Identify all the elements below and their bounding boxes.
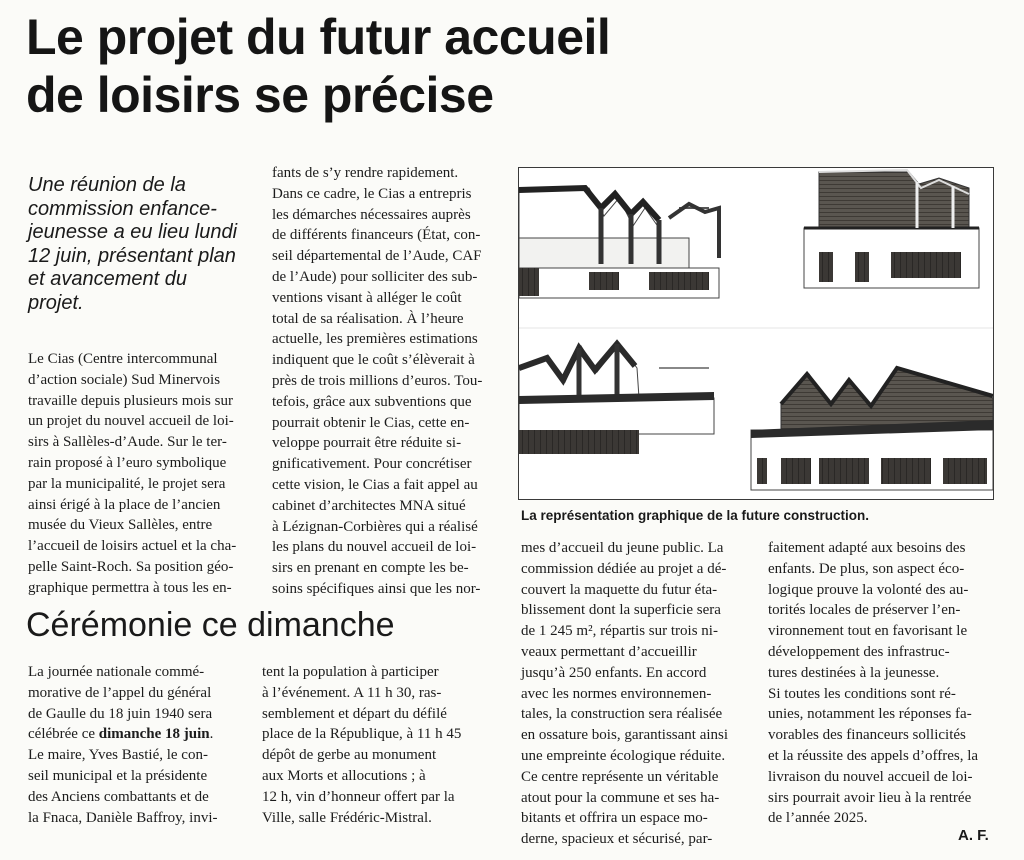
text-line: couvert la maquette du futur éta-: [521, 581, 718, 598]
sidebar-column-2: [262, 662, 496, 828]
text-line: semblement et départ du défilé: [262, 705, 447, 722]
text-line: d’action sociale) Sud Minervois: [28, 371, 221, 388]
text-line: tures destinées à la jeunesse.: [768, 664, 940, 681]
text-line: sirs à Sallèles-d’Aude. Sur le ter-: [28, 434, 227, 451]
text-line: de Gaulle du 18 juin 1940 sera: [28, 705, 213, 722]
text-line: tales, la construction sera réalisée: [521, 706, 723, 723]
text-line: les démarches nécessaires auprès: [272, 206, 471, 223]
text-line: de l’Aude) pour solliciter des sub-: [272, 268, 478, 285]
text-line: une empreinte écologique réduite.: [521, 747, 726, 764]
text-line: à Lézignan-Corbières qui a réalisé: [272, 518, 478, 535]
text-fragment: célébrée ce: [28, 726, 99, 743]
lede-line: commission enfance-: [28, 197, 217, 220]
lede-line: jeunesse a eu lieu lundi: [28, 221, 238, 243]
text-line: en ossature bois, garantissant ainsi: [521, 727, 729, 744]
text-line: travaille depuis plusieurs mois sur: [28, 392, 233, 409]
text-line: place de la République, à 11 h 45: [262, 726, 462, 743]
text-line: fants de s’y rendre rapidement.: [272, 165, 459, 181]
text-line: développement des infrastruc-: [768, 643, 950, 660]
text-line: mes d’accueil du jeune public. La: [521, 540, 724, 556]
text-line: [28, 724, 262, 745]
text-line: à l’événement. A 11 h 30, ras-: [262, 684, 442, 701]
text-line: soins spécifiques ainsi que les nor-: [272, 580, 481, 597]
text-line: musée du Vieux Sallèles, entre: [28, 517, 213, 534]
text-line: aux Morts et allocutions ; à: [262, 767, 426, 784]
author-signature: A. F.: [958, 827, 989, 844]
text-line: vorables des financeurs sollicités: [768, 727, 966, 744]
text-line: rain proposé à l’euro symbolique: [28, 454, 227, 471]
article-column-1: [28, 349, 262, 599]
text-line: morative de l’appel du général: [28, 684, 212, 701]
text-line: jusqu’à 250 enfants. En accord: [521, 664, 707, 681]
text-line: actuelle, les premières estimations: [272, 331, 478, 348]
figure-caption: La représentation graphique de la future construction.: [521, 508, 870, 523]
text-line: Dans ce cadre, le Cias a entrepris: [272, 185, 472, 202]
text-line: Le Cias (Centre intercommunal: [28, 351, 218, 367]
text-line: tefois, grâce aux subventions que: [272, 393, 472, 410]
text-line: Ville, salle Frédéric-Mistral.: [262, 809, 432, 826]
text-line: derne, spacieux et sécurisé, par-: [521, 831, 713, 848]
text-line: près de trois millions d’euros. Tou-: [272, 372, 483, 389]
rendering-view-2: [804, 170, 979, 288]
text-line: tent la population à participer: [262, 664, 439, 680]
text-line: la Fnaca, Danièle Baffroy, invi-: [28, 809, 218, 826]
text-line: l’accueil de loisirs actuel et la cha-: [28, 538, 237, 555]
text-line: et la réussite des appels d’offres, la: [768, 747, 979, 764]
text-line: un projet du nouvel accueil de loi-: [28, 413, 234, 430]
lede-line: 12 juin, présentant plan: [28, 244, 236, 267]
architectural-rendering-image: [518, 167, 994, 500]
headline: [26, 8, 1006, 124]
text-line: livraison du nouvel accueil de loi-: [768, 768, 973, 785]
lede: [28, 174, 238, 315]
text-line: faitement adapté aux besoins des: [768, 540, 966, 556]
text-line: vironnement tout en favorisant le: [768, 623, 968, 640]
text-line: Si toutes les conditions sont ré-: [768, 685, 956, 702]
text-fragment: .: [209, 726, 214, 743]
text-line: torités locales de préserver l’en-: [768, 602, 961, 619]
text-line: de l’année 2025.: [768, 810, 868, 827]
article-column-4: [768, 538, 998, 829]
text-line: ventions visant à alléger le coût: [272, 289, 462, 306]
text-line: seil municipal et la présidente: [28, 767, 208, 784]
text-line: gnificativement. Pour concrétiser: [272, 456, 472, 473]
bold-date: dimanche 18 juin: [98, 726, 210, 743]
lede-line: et avancement du: [28, 268, 187, 290]
text-line: veaux permettant d’accueillir: [521, 643, 697, 660]
text-line: indiquent que le coût s’élèverait à: [272, 352, 475, 369]
headline-line: Le projet du futur accueil: [26, 9, 611, 65]
text-line: Le maire, Yves Bastié, le con-: [28, 747, 208, 764]
text-line: total de sa réalisation. À l’heure: [272, 310, 464, 327]
article-column-3: [521, 538, 755, 850]
sidebar-column-1: [28, 662, 262, 828]
text-line: sirs en prenant en compte les be-: [272, 560, 469, 577]
text-line: avec les normes environnemen-: [521, 685, 712, 702]
text-line: veloppe pourrait être réduite si-: [272, 435, 462, 452]
text-line: La journée nationale commé-: [28, 664, 205, 680]
text-line: les plans du nouvel accueil de loi-: [272, 539, 477, 556]
lede-line: projet.: [28, 291, 84, 314]
text-line: Ce centre représente un véritable: [521, 768, 719, 785]
text-line: par la municipalité, le projet sera: [28, 475, 226, 492]
text-line: 12 h, vin d’honneur offert par la: [262, 788, 455, 805]
text-line: enfants. De plus, son aspect éco-: [768, 560, 965, 577]
text-line: pourrait obtenir le Cias, cette en-: [272, 414, 470, 431]
sidebar-subhead: Cérémonie ce dimanche: [26, 606, 395, 644]
headline-line: de loisirs se précise: [26, 67, 494, 123]
text-line: pelle Saint-Roch. Sa position géo-: [28, 558, 234, 575]
text-line: des Anciens combattants et de: [28, 788, 209, 805]
text-line: graphique permettra à tous les en-: [28, 579, 232, 596]
text-line: sirs pourrait avoir lieu à la rentrée: [768, 789, 972, 806]
text-line: de 1 245 m², répartis sur trois ni-: [521, 623, 718, 640]
text-line: logique prouve la volonté des au-: [768, 581, 969, 598]
lede-line: Une réunion de la: [28, 174, 186, 196]
article-column-2: [272, 163, 506, 600]
rendering-view-1: [519, 188, 719, 298]
rendering-view-4: [751, 368, 993, 490]
text-line: bitants et offrira un espace mo-: [521, 810, 708, 827]
text-line: unies, notamment les réponses fa-: [768, 706, 972, 723]
rendering-view-3: [519, 344, 714, 454]
text-line: cette vision, le Cias a fait appel au: [272, 476, 478, 493]
text-line: seil départemental de l’Aude, CAF: [272, 248, 482, 265]
text-line: atout pour la commune et ses ha-: [521, 789, 720, 806]
text-line: blissement dont la superficie sera: [521, 602, 721, 619]
text-line: cabinet d’architectes MNA situé: [272, 497, 466, 514]
text-line: dépôt de gerbe au monument: [262, 747, 437, 764]
text-line: de différents financeurs (État, con-: [272, 227, 481, 244]
text-line: ainsi érigé à la place de l’ancien: [28, 496, 221, 513]
text-line: commission dédiée au projet a dé-: [521, 560, 727, 577]
